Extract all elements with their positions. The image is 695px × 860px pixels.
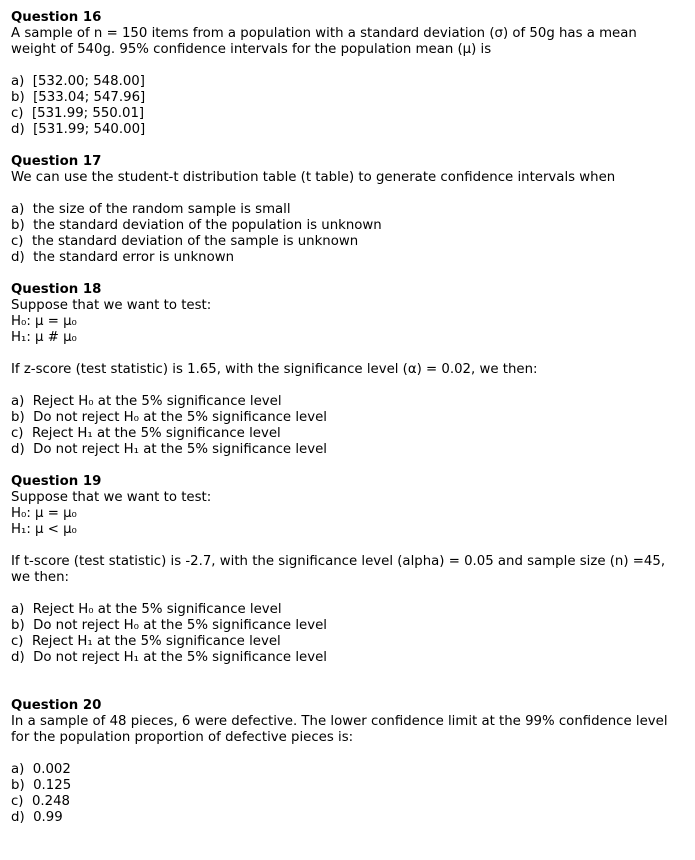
option-d: d) Do not reject H₁ at the 5% significance level — [11, 442, 327, 457]
option-d: d) Do not reject H₁ at the 5% significance level — [11, 650, 327, 665]
option-c: c) Reject H₁ at the 5% significance level — [11, 634, 281, 649]
question-title: Question 19 — [11, 474, 102, 489]
question-title: Question 18 — [11, 282, 102, 297]
question-19 — [11, 474, 681, 666]
question-title: Question 16 — [11, 10, 102, 25]
question-text: In a sample of 48 pieces, 6 were defective. The lower confidence limit at the 99% confidence level for the population proportion of defective pieces is: — [11, 714, 672, 745]
question-20 — [11, 698, 681, 826]
question-text: If t-score (test statistic) is -2.7, with the significance level (alpha) = 0.05 and sample size (n) =45, we then: — [11, 554, 670, 585]
alternative-hypothesis: H₁: μ # μ₀ — [11, 330, 77, 345]
question-title: Question 20 — [11, 698, 102, 713]
option-a: a) Reject H₀ at the 5% significance level — [11, 602, 282, 617]
option-b: b) the standard deviation of the population is unknown — [11, 218, 382, 233]
option-a: a) the size of the random sample is small — [11, 202, 291, 217]
answer-options — [11, 602, 681, 666]
option-a: a) Reject H₀ at the 5% significance level — [11, 394, 282, 409]
hypothesis-intro: Suppose that we want to test: — [11, 298, 212, 313]
question-18 — [11, 282, 681, 458]
question-title: Question 17 — [11, 154, 102, 169]
option-d: d) 0.99 — [11, 810, 63, 825]
option-c: c) 0.248 — [11, 794, 71, 809]
option-b: b) Do not reject H₀ at the 5% significance level — [11, 618, 327, 633]
hypothesis-intro: Suppose that we want to test: — [11, 490, 212, 505]
null-hypothesis: H₀: μ = μ₀ — [11, 314, 77, 329]
question-text: If z-score (test statistic) is 1.65, with the significance level (α) = 0.02, we then: — [11, 362, 538, 377]
question-text: We can use the student-t distribution table (t table) to generate confidence intervals when — [11, 170, 616, 185]
answer-options — [11, 202, 681, 266]
answer-options — [11, 762, 681, 826]
question-16 — [11, 10, 681, 138]
option-b: b) 0.125 — [11, 778, 72, 793]
option-b: b) [533.04; 547.96] — [11, 90, 146, 105]
alternative-hypothesis: H₁: μ < μ₀ — [11, 522, 77, 537]
answer-options — [11, 394, 681, 458]
null-hypothesis: H₀: μ = μ₀ — [11, 506, 77, 521]
document-page — [11, 10, 681, 826]
question-17 — [11, 154, 681, 266]
option-a: a) 0.002 — [11, 762, 71, 777]
answer-options — [11, 74, 681, 138]
option-d: d) [531.99; 540.00] — [11, 122, 146, 137]
option-c: c) the standard deviation of the sample is unknown — [11, 234, 359, 249]
question-text: A sample of n = 150 items from a population with a standard deviation (σ) of 50g has a mean weight of 540g. 95% confidence intervals for the population mean (μ) is — [11, 26, 642, 57]
option-c: c) [531.99; 550.01] — [11, 106, 145, 121]
option-a: a) [532.00; 548.00] — [11, 74, 145, 89]
option-b: b) Do not reject H₀ at the 5% significance level — [11, 410, 327, 425]
option-c: c) Reject H₁ at the 5% significance level — [11, 426, 281, 441]
option-d: d) the standard error is unknown — [11, 250, 235, 265]
